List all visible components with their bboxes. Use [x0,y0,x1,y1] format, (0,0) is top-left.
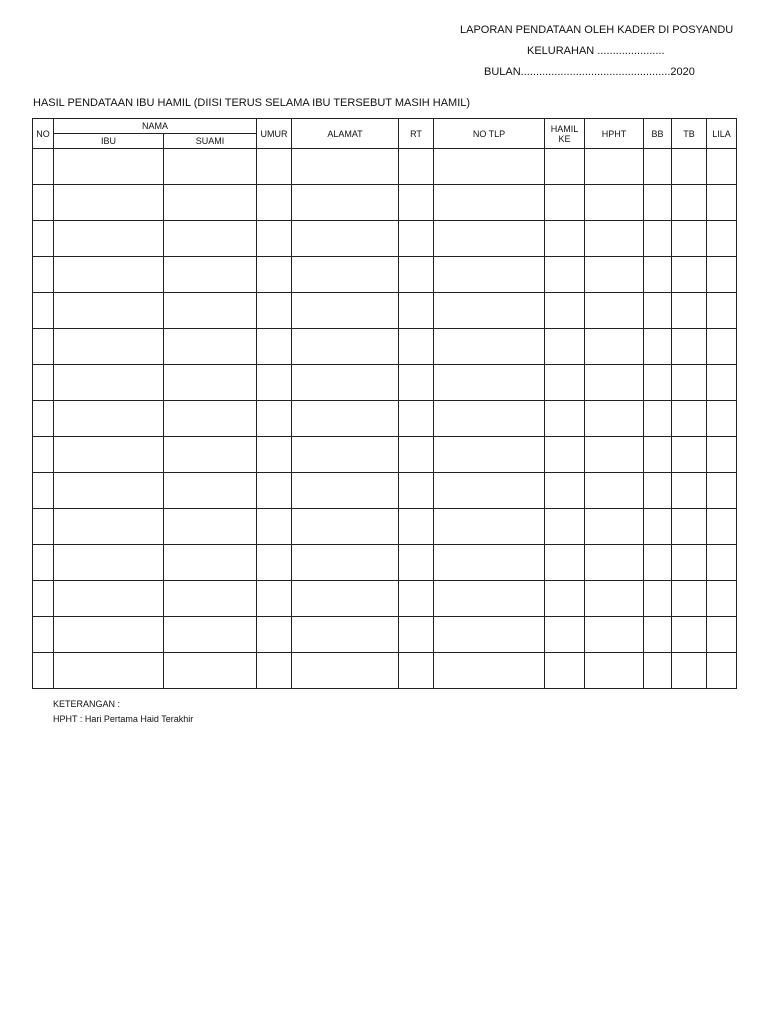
table-cell [707,581,737,617]
col-header-tb: TB [672,119,707,149]
table-cell [434,545,545,581]
hamil-ke-line2: KE [558,133,571,144]
table-cell [257,257,292,293]
table-cell [434,365,545,401]
table-cell [707,293,737,329]
table-cell [545,509,585,545]
table-cell [164,293,257,329]
table-cell [257,437,292,473]
table-cell [707,437,737,473]
table-cell [54,509,164,545]
table-cell [33,221,54,257]
table-cell [257,473,292,509]
table-cell [54,221,164,257]
table-cell [585,545,644,581]
table-cell [644,401,672,437]
table-cell [257,293,292,329]
data-table [32,118,737,689]
table-cell [292,365,399,401]
table-cell [644,653,672,689]
table-cell [33,293,54,329]
table-cell [257,653,292,689]
table-cell [707,185,737,221]
table-cell [54,617,164,653]
table-cell [644,437,672,473]
table-cell [257,401,292,437]
bulan-line: BULAN.................................................2020 [484,66,695,78]
table-cell [33,437,54,473]
table-cell [585,293,644,329]
notes-section [53,697,193,727]
table-cell [54,293,164,329]
table-cell [54,149,164,185]
kelurahan-line: KELURAHAN ...................... [527,45,665,57]
table-row [33,257,737,293]
table-row [33,581,737,617]
table-row [33,149,737,185]
table-cell [434,437,545,473]
table-cell [585,257,644,293]
table-cell [434,293,545,329]
table-cell [434,221,545,257]
table-cell [672,329,707,365]
table-cell [545,221,585,257]
report-title: LAPORAN PENDATAAN OLEH KADER DI POSYANDU [460,24,734,36]
col-header-ibu: IBU [54,134,164,149]
table-cell [54,473,164,509]
table-cell [585,437,644,473]
table-cell [399,653,434,689]
table-cell [644,581,672,617]
table-cell [707,149,737,185]
table-cell [292,581,399,617]
col-header-rt: RT [399,119,434,149]
table-cell [434,653,545,689]
table-cell [707,653,737,689]
table-body [33,149,737,689]
table-cell [292,221,399,257]
table-cell [399,473,434,509]
table-row [33,617,737,653]
table-row [33,653,737,689]
table-cell [545,581,585,617]
table-cell [644,221,672,257]
col-header-nama: NAMA [54,119,257,134]
table-cell [644,545,672,581]
table-cell [33,185,54,221]
table-cell [707,401,737,437]
table-cell [292,545,399,581]
table-cell [707,365,737,401]
table-cell [707,509,737,545]
table-cell [164,509,257,545]
notes-hpht: HPHT : Hari Pertama Haid Terakhir [53,714,194,724]
table-cell [545,329,585,365]
table-cell [399,221,434,257]
table-cell [545,401,585,437]
hamil-ke-line1: HAMIL [550,123,579,134]
table-cell [707,221,737,257]
table-cell [644,293,672,329]
table-cell [672,185,707,221]
form-subtitle: HASIL PENDATAAN IBU HAMIL (DIISI TERUS SELAMA IBU TERSEBUT MASIH HAMIL) [33,97,471,109]
table-cell [545,437,585,473]
table-cell [257,545,292,581]
table-cell [292,185,399,221]
table-cell [434,617,545,653]
table-row [33,221,737,257]
table-cell [545,653,585,689]
table-cell [54,329,164,365]
table-cell [545,473,585,509]
table-cell [164,185,257,221]
table-cell [33,473,54,509]
table-cell [33,653,54,689]
table-cell [292,509,399,545]
table-cell [585,473,644,509]
table-cell [672,401,707,437]
table-cell [33,401,54,437]
table-cell [399,293,434,329]
table-cell [644,149,672,185]
table-cell [399,257,434,293]
table-cell [434,509,545,545]
table-cell [399,581,434,617]
table-cell [33,329,54,365]
table-cell [164,617,257,653]
table-cell [672,617,707,653]
table-cell [292,617,399,653]
table-cell [292,401,399,437]
table-cell [707,473,737,509]
table-cell [164,581,257,617]
table-cell [399,509,434,545]
table-cell [644,329,672,365]
table-cell [434,149,545,185]
table-cell [54,401,164,437]
table-cell [545,293,585,329]
table-cell [672,149,707,185]
table-cell [644,617,672,653]
table-row [33,545,737,581]
table-cell [164,653,257,689]
table-cell [399,437,434,473]
table-cell [33,509,54,545]
table-cell [257,365,292,401]
table-cell [545,365,585,401]
table-cell [257,509,292,545]
col-header-lila: LILA [707,119,737,149]
table-cell [434,329,545,365]
table-cell [707,545,737,581]
table-cell [672,545,707,581]
table-cell [434,401,545,437]
table-cell [54,365,164,401]
table-cell [672,653,707,689]
table-cell [399,149,434,185]
col-header-bb: BB [644,119,672,149]
table-cell [164,437,257,473]
table-row [33,329,737,365]
table-cell [164,257,257,293]
col-header-no-tlp: NO TLP [434,119,545,149]
table-cell [292,653,399,689]
table-cell [644,257,672,293]
col-header-umur: UMUR [257,119,292,149]
table-cell [33,581,54,617]
col-header-hpht: HPHT [585,119,644,149]
table-cell [33,257,54,293]
table-cell [164,329,257,365]
table-cell [545,149,585,185]
table-cell [399,617,434,653]
table-cell [54,581,164,617]
table-cell [585,149,644,185]
table-cell [434,581,545,617]
table-cell [644,509,672,545]
table-cell [545,185,585,221]
notes-label: KETERANGAN : [53,699,121,709]
table-cell [164,473,257,509]
table-cell [33,617,54,653]
table-cell [644,185,672,221]
table-cell [434,185,545,221]
table-cell [545,617,585,653]
table-row [33,185,737,221]
table-cell [585,401,644,437]
table-cell [292,473,399,509]
table-cell [672,293,707,329]
table-cell [164,365,257,401]
table-cell [707,329,737,365]
table-cell [585,653,644,689]
col-header-no: NO [33,119,54,149]
table-cell [644,473,672,509]
table-cell [585,185,644,221]
table-cell [164,545,257,581]
col-header-suami: SUAMI [164,134,257,149]
table-row [33,293,737,329]
table-cell [585,617,644,653]
table-cell [672,437,707,473]
table-cell [54,185,164,221]
table-cell [54,437,164,473]
table-cell [54,545,164,581]
table-row [33,473,737,509]
table-cell [672,365,707,401]
table-cell [54,653,164,689]
table-cell [257,617,292,653]
table-cell [257,329,292,365]
table-cell [672,581,707,617]
table-cell [33,365,54,401]
table-cell [257,221,292,257]
table-row [33,365,737,401]
table-row [33,509,737,545]
table-cell [292,329,399,365]
table-cell [585,221,644,257]
table-row [33,437,737,473]
col-header-hamil-ke [545,119,585,149]
table-cell [585,365,644,401]
table-cell [292,149,399,185]
table-cell [33,149,54,185]
table-cell [672,257,707,293]
table-cell [257,185,292,221]
table-cell [585,509,644,545]
table-cell [707,257,737,293]
col-header-alamat: ALAMAT [292,119,399,149]
table-cell [164,221,257,257]
table-cell [644,365,672,401]
table-cell [585,581,644,617]
table-cell [672,221,707,257]
table-cell [257,149,292,185]
table-cell [164,401,257,437]
table-cell [672,509,707,545]
table-cell [545,257,585,293]
table-cell [399,401,434,437]
table-cell [292,437,399,473]
table-cell [545,545,585,581]
table-cell [54,257,164,293]
table-cell [707,617,737,653]
table-cell [399,545,434,581]
table-cell [434,257,545,293]
table-cell [399,329,434,365]
table-cell [292,293,399,329]
table-cell [399,365,434,401]
table-cell [33,545,54,581]
table-cell [292,257,399,293]
table-cell [434,473,545,509]
table-row [33,401,737,437]
table-cell [257,581,292,617]
table-cell [164,149,257,185]
table-cell [399,185,434,221]
table-cell [585,329,644,365]
table-cell [672,473,707,509]
